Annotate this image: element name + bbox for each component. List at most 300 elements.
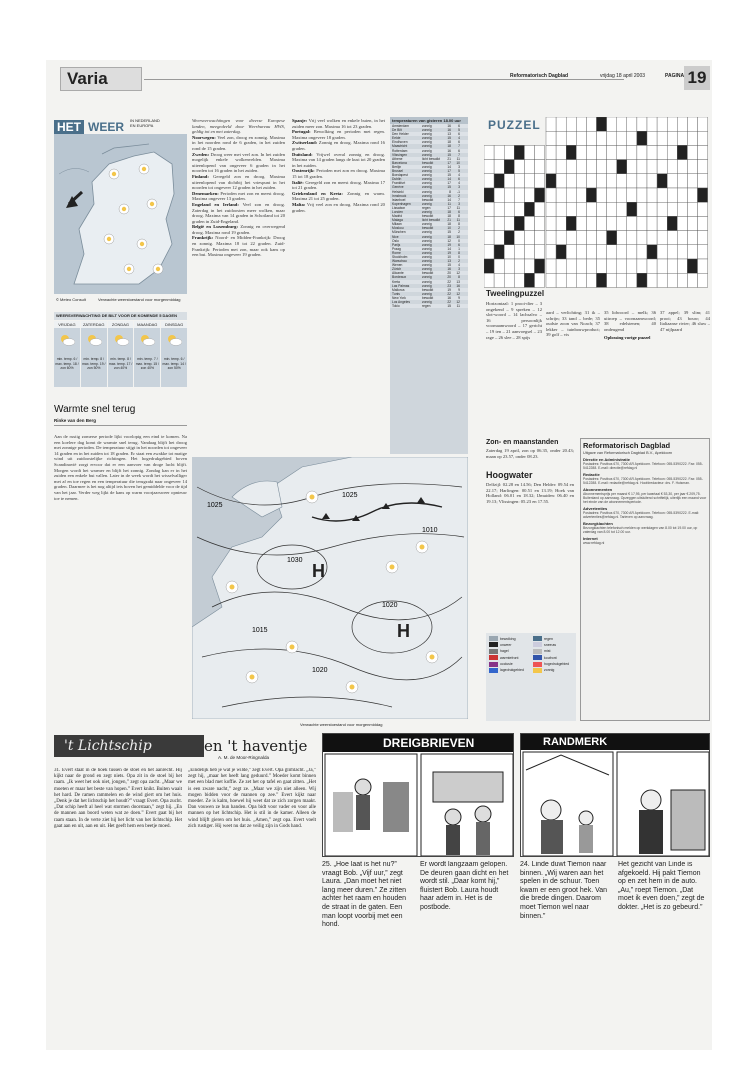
crossword-cell[interactable] [667, 231, 677, 245]
crossword-cell[interactable] [617, 117, 627, 131]
crossword-cell[interactable] [597, 145, 607, 159]
crossword-cell[interactable] [607, 160, 617, 174]
crossword-cell[interactable] [667, 216, 677, 230]
crossword-cell[interactable] [566, 216, 576, 230]
crossword-cell[interactable] [597, 131, 607, 145]
crossword-cell[interactable] [597, 231, 607, 245]
country-text: Veel zon en droog. Zaterdag in het zuidoosten meer wolken, maar droog. Maxima van 14 graden in Schotland tot 20 graden in Zuid-Engeland. [192, 201, 285, 224]
crossword-cell[interactable] [576, 273, 586, 287]
crossword-cell[interactable] [637, 131, 647, 145]
crossword-cell[interactable] [617, 131, 627, 145]
crossword-cell[interactable] [535, 259, 545, 273]
crossword-cell[interactable] [667, 202, 677, 216]
europe-forecast-col-1 [192, 118, 285, 448]
table-cell: New York [392, 295, 406, 300]
crossword-cell[interactable] [657, 145, 667, 159]
crossword-cell[interactable] [484, 216, 494, 230]
crossword-cell[interactable] [637, 216, 647, 230]
crossword-cell[interactable] [566, 160, 576, 174]
crossword-cell[interactable] [698, 216, 708, 230]
crossword-cell[interactable] [687, 231, 697, 245]
crossword-cell[interactable] [546, 216, 556, 230]
table-cell: 4 [458, 263, 460, 268]
crossword-cell[interactable] [667, 188, 677, 202]
crossword-cell[interactable] [514, 145, 524, 159]
crossword-cell[interactable] [597, 245, 607, 259]
crossword-cell[interactable] [677, 259, 687, 273]
crossword-cell[interactable] [524, 202, 534, 216]
crossword-cell[interactable] [687, 202, 697, 216]
crossword-cell[interactable] [627, 188, 637, 202]
crossword-cell[interactable] [657, 160, 667, 174]
crossword-cell[interactable] [546, 259, 556, 273]
crossword-cell[interactable] [514, 160, 524, 174]
crossword-cell[interactable] [566, 245, 576, 259]
table-cell: 9 [458, 295, 460, 300]
crossword-cell[interactable] [566, 188, 576, 202]
crossword-cell[interactable] [617, 202, 627, 216]
crossword-cell[interactable] [647, 174, 657, 188]
table-cell: Wenen [392, 263, 403, 268]
crossword-cell[interactable] [535, 216, 545, 230]
crossword-cell[interactable] [698, 231, 708, 245]
crossword-cell[interactable] [514, 174, 524, 188]
crossword-cell[interactable] [607, 273, 617, 287]
crossword-cell[interactable] [484, 202, 494, 216]
isobar-label: 1025 [207, 502, 223, 509]
crossword-cell[interactable] [586, 174, 596, 188]
crossword-cell[interactable] [627, 174, 637, 188]
crossword-cell[interactable] [535, 202, 545, 216]
table-cell: Parijs [392, 242, 401, 247]
crossword-cell[interactable] [627, 160, 637, 174]
crossword-cell[interactable] [637, 273, 647, 287]
crossword-cell[interactable] [677, 245, 687, 259]
crossword-cell[interactable] [677, 231, 687, 245]
crossword-cell[interactable] [576, 245, 586, 259]
crossword-cell[interactable] [514, 245, 524, 259]
crossword-cell[interactable] [484, 231, 494, 245]
crossword-cell[interactable] [627, 131, 637, 145]
crossword-cell[interactable] [698, 174, 708, 188]
table-cell: 15 [447, 152, 451, 157]
table-cell: 7 [458, 197, 460, 202]
colophon-section-head: Advertenties [583, 506, 608, 512]
crossword-cell[interactable] [667, 174, 677, 188]
crossword-cell[interactable] [627, 245, 637, 259]
crossword-cell[interactable] [607, 216, 617, 230]
crossword-cell[interactable] [687, 131, 697, 145]
crossword-cell[interactable] [637, 117, 647, 131]
crossword-cell[interactable] [637, 245, 647, 259]
crossword-cell[interactable] [637, 160, 647, 174]
crossword-cell[interactable] [524, 231, 534, 245]
crossword-cell[interactable] [535, 188, 545, 202]
crossword-cell[interactable] [607, 188, 617, 202]
crossword-cell[interactable] [524, 216, 534, 230]
crossword-cell[interactable] [657, 131, 667, 145]
table-cell: 18 [447, 222, 451, 227]
crossword-cell[interactable] [667, 131, 677, 145]
table-cell: 6 [458, 177, 460, 182]
crossword-cell[interactable] [607, 202, 617, 216]
crossword-cell[interactable] [576, 117, 586, 131]
crossword-cell[interactable] [514, 188, 524, 202]
table-cell: zonnig [422, 173, 432, 178]
crossword-cell[interactable] [627, 231, 637, 245]
crossword-cell[interactable] [566, 145, 576, 159]
crossword-cell[interactable] [637, 231, 647, 245]
crossword-cell[interactable] [677, 174, 687, 188]
crossword-cell[interactable] [667, 160, 677, 174]
crossword-cell[interactable] [546, 188, 556, 202]
crossword-cell[interactable] [524, 273, 534, 287]
crossword-cell[interactable] [637, 188, 647, 202]
crossword-cell[interactable] [607, 259, 617, 273]
legend-symbol-icon [533, 642, 542, 647]
table-cell: 4 [458, 181, 460, 186]
crossword-cell[interactable] [647, 273, 657, 287]
forecast-day-name: ZATERDAG [81, 321, 107, 328]
crossword-cell[interactable] [617, 160, 627, 174]
crossword-cell[interactable] [546, 231, 556, 245]
crossword-cell[interactable] [494, 259, 504, 273]
crossword-cell[interactable] [586, 145, 596, 159]
crossword-cell[interactable] [698, 145, 708, 159]
table-cell: 3 [458, 201, 460, 206]
crossword-cell[interactable] [494, 160, 504, 174]
crossword-cell[interactable] [687, 160, 697, 174]
crossword-cell[interactable] [698, 188, 708, 202]
crossword-cell[interactable] [677, 202, 687, 216]
crossword-cell[interactable] [677, 216, 687, 230]
crossword-cell[interactable] [617, 145, 627, 159]
crossword-cell[interactable] [647, 202, 657, 216]
crossword-cell[interactable] [576, 131, 586, 145]
table-cell: Helsinki [392, 189, 404, 194]
crossword-cell[interactable] [556, 202, 566, 216]
crossword-cell[interactable] [597, 160, 607, 174]
crossword-cell[interactable] [617, 245, 627, 259]
crossword-cell[interactable] [514, 273, 524, 287]
crossword-cell[interactable] [647, 160, 657, 174]
crossword-cell[interactable] [617, 188, 627, 202]
crossword-cell[interactable] [657, 245, 667, 259]
crossword-cell[interactable] [566, 273, 576, 287]
crossword-cell[interactable] [586, 259, 596, 273]
legend-item [489, 662, 529, 667]
crossword-cell[interactable] [677, 188, 687, 202]
crossword-cell[interactable] [494, 216, 504, 230]
crossword-cell[interactable] [576, 216, 586, 230]
crossword-cell[interactable] [687, 117, 697, 131]
crossword-cell[interactable] [504, 160, 514, 174]
crossword-cell[interactable] [687, 145, 697, 159]
crossword-cell[interactable] [556, 216, 566, 230]
table-cell: 10 [447, 255, 451, 259]
crossword-cell[interactable] [546, 273, 556, 287]
crossword-cell[interactable] [504, 259, 514, 273]
crossword-cell[interactable] [698, 245, 708, 259]
legend-symbol-icon [489, 642, 498, 647]
crossword-cell[interactable] [647, 216, 657, 230]
crossword-cell[interactable] [597, 188, 607, 202]
crossword-cell[interactable] [504, 231, 514, 245]
crossword-cell[interactable] [524, 259, 534, 273]
page-label: PAGINA [665, 73, 685, 79]
crossword-cell[interactable] [586, 273, 596, 287]
crossword-cell[interactable] [637, 145, 647, 159]
crossword-cell[interactable] [556, 259, 566, 273]
crossword-cell[interactable] [484, 160, 494, 174]
crossword-cell[interactable] [576, 188, 586, 202]
crossword-cell[interactable] [546, 145, 556, 159]
crossword-cell[interactable] [566, 174, 576, 188]
table-cell: 2 [458, 226, 460, 231]
crossword-cell[interactable] [524, 188, 534, 202]
crossword-cell[interactable] [494, 188, 504, 202]
crossword-cell[interactable] [627, 273, 637, 287]
crossword-cell[interactable] [514, 231, 524, 245]
crossword-cell[interactable] [556, 117, 566, 131]
crossword-cell[interactable] [687, 245, 697, 259]
crossword-cell[interactable] [566, 202, 576, 216]
crossword-cell[interactable] [524, 174, 534, 188]
table-cell: 6 [458, 140, 460, 145]
crossword-cell[interactable] [586, 188, 596, 202]
crossword-cell[interactable] [698, 273, 708, 287]
crossword-cell[interactable] [535, 174, 545, 188]
crossword-cell[interactable] [576, 160, 586, 174]
crossword-cell[interactable] [657, 273, 667, 287]
crossword-cell[interactable] [535, 160, 545, 174]
crossword-cell[interactable] [677, 131, 687, 145]
crossword-cell[interactable] [535, 273, 545, 287]
comic-text-2: Er wordt langzaam gelopen. De deuren gaan dicht en het wordt stil. „Daar komt hij,” fluistert Bob. Laura houdt haar adem in. Het is de postbode. [420, 861, 509, 911]
crossword-cell[interactable] [586, 231, 596, 245]
crossword-cell[interactable] [677, 145, 687, 159]
crossword-cell[interactable] [657, 231, 667, 245]
table-cell: bewolkt [422, 295, 434, 300]
crossword-grid-1[interactable] [484, 117, 709, 288]
table-cell: Frankfurt [392, 181, 406, 186]
crossword-cell[interactable] [657, 202, 667, 216]
crossword-cell[interactable] [504, 174, 514, 188]
crossword-cell[interactable] [484, 273, 494, 287]
crossword-cell[interactable] [514, 259, 524, 273]
crossword-cell[interactable] [535, 231, 545, 245]
crossword-cell[interactable] [566, 259, 576, 273]
crossword-cell[interactable] [494, 202, 504, 216]
crossword-cell[interactable] [698, 259, 708, 273]
crossword-cell[interactable] [698, 202, 708, 216]
crossword-cell[interactable] [637, 202, 647, 216]
table-cell: Boedapest [392, 173, 408, 178]
crossword-cell[interactable] [535, 145, 545, 159]
crossword-cell[interactable] [687, 188, 697, 202]
table-cell: 13 [447, 259, 451, 264]
crossword-cell[interactable] [566, 131, 576, 145]
crossword-cell[interactable] [617, 216, 627, 230]
crossword-cell[interactable] [647, 245, 657, 259]
crossword-cell[interactable] [586, 117, 596, 131]
crossword-cell[interactable] [667, 259, 677, 273]
crossword-cell[interactable] [647, 259, 657, 273]
crossword-cell[interactable] [524, 145, 534, 159]
crossword-cell[interactable] [647, 145, 657, 159]
crossword-cell[interactable] [607, 117, 617, 131]
crossword-cell[interactable] [657, 117, 667, 131]
crossword-cell[interactable] [677, 273, 687, 287]
crossword-cell[interactable] [546, 160, 556, 174]
crossword-cell[interactable] [667, 245, 677, 259]
crossword-cell[interactable] [524, 245, 534, 259]
crossword-cell[interactable] [607, 131, 617, 145]
crossword-cell[interactable] [546, 202, 556, 216]
forecast-day-name: VRIJDAG [54, 321, 80, 328]
crossword-cell[interactable] [504, 273, 514, 287]
crossword-cell[interactable] [535, 245, 545, 259]
crossword-cell[interactable] [556, 231, 566, 245]
crossword-cell[interactable] [484, 259, 494, 273]
table-cell: Oslo [392, 238, 399, 243]
crossword-cell[interactable] [576, 231, 586, 245]
crossword-cell[interactable] [484, 188, 494, 202]
crossword-cell[interactable] [617, 273, 627, 287]
crossword-cell[interactable] [576, 145, 586, 159]
crossword-cell[interactable] [556, 245, 566, 259]
legend-label: regen [544, 636, 553, 641]
crossword-cell[interactable] [698, 117, 708, 131]
crossword-cell[interactable] [484, 245, 494, 259]
crossword-cell[interactable] [514, 216, 524, 230]
crossword-cell[interactable] [687, 216, 697, 230]
crossword-cell[interactable] [597, 259, 607, 273]
crossword-cell[interactable] [698, 160, 708, 174]
crossword-cell[interactable] [627, 117, 637, 131]
crossword-cell[interactable] [504, 216, 514, 230]
crossword-cell[interactable] [627, 259, 637, 273]
crossword-cell[interactable] [546, 131, 556, 145]
crossword-cell[interactable] [576, 174, 586, 188]
forecast-day-text: min. temp. 6 / max. temp. 14 / zon 50% [162, 357, 186, 371]
crossword-cell[interactable] [504, 202, 514, 216]
crossword-cell[interactable] [657, 174, 667, 188]
crossword-cell[interactable] [586, 202, 596, 216]
table-cell: 14 [447, 164, 451, 169]
crossword-cell[interactable] [576, 259, 586, 273]
crossword-cell[interactable] [566, 117, 576, 131]
crossword-cell[interactable] [586, 245, 596, 259]
crossword-cell[interactable] [494, 231, 504, 245]
crossword-cell[interactable] [546, 117, 556, 131]
crossword-cell[interactable] [504, 145, 514, 159]
table-cell: 12 [456, 291, 460, 296]
crossword-cell[interactable] [566, 231, 576, 245]
crossword-cell[interactable] [607, 245, 617, 259]
crossword-cell[interactable] [504, 188, 514, 202]
crossword-cell[interactable] [657, 216, 667, 230]
crossword-cell[interactable] [556, 273, 566, 287]
crossword-cell[interactable] [514, 202, 524, 216]
crossword-cell[interactable] [607, 145, 617, 159]
crossword-cell[interactable] [546, 174, 556, 188]
table-cell: 4 [458, 136, 460, 141]
crossword-cell[interactable] [687, 259, 697, 273]
crossword-cell[interactable] [667, 145, 677, 159]
crossword-cell[interactable] [597, 273, 607, 287]
crossword-cell[interactable] [687, 174, 697, 188]
crossword-cell[interactable] [494, 174, 504, 188]
table-cell: zonnig [422, 148, 432, 153]
country-name: Malta: [292, 201, 306, 207]
crossword-cell[interactable] [667, 273, 677, 287]
table-cell: Los Angeles [392, 300, 410, 305]
crossword-cell[interactable] [607, 174, 617, 188]
crossword-cell[interactable] [556, 145, 566, 159]
crossword-cell[interactable] [627, 145, 637, 159]
crossword-cell[interactable] [597, 202, 607, 216]
crossword-cell[interactable] [597, 174, 607, 188]
crossword-cell[interactable] [617, 231, 627, 245]
crossword-cell[interactable] [677, 117, 687, 131]
crossword-cell[interactable] [546, 245, 556, 259]
legend-item [489, 636, 529, 641]
crossword-cell[interactable] [627, 216, 637, 230]
crossword-cell[interactable] [597, 216, 607, 230]
crossword-cell[interactable] [687, 273, 697, 287]
crossword-cell[interactable] [647, 117, 657, 131]
crossword-cell[interactable] [586, 131, 596, 145]
crossword-cell[interactable] [607, 231, 617, 245]
crossword-cell[interactable] [576, 202, 586, 216]
puzzle-clues-3-text: 35 lidwoord – melk; 36 uitroep – voornaamwoord; 38 edelstenen; 40 ondeugend [604, 310, 656, 332]
crossword-cell[interactable] [677, 160, 687, 174]
crossword-cell[interactable] [597, 117, 607, 131]
crossword-cell[interactable] [617, 259, 627, 273]
country-text: Perioden met zon en meest droog. Maxima ongeveer 13 graden. [192, 190, 285, 202]
crossword-cell[interactable] [647, 131, 657, 145]
crossword-cell[interactable] [556, 160, 566, 174]
crossword-cell[interactable] [484, 174, 494, 188]
crossword-cell[interactable] [698, 131, 708, 145]
crossword-cell[interactable] [617, 174, 627, 188]
crossword-cell[interactable] [556, 188, 566, 202]
crossword-cell[interactable] [494, 245, 504, 259]
crossword-cell[interactable] [484, 145, 494, 159]
crossword-cell[interactable] [657, 188, 667, 202]
crossword-cell[interactable] [556, 131, 566, 145]
crossword-cell[interactable] [627, 202, 637, 216]
crossword-cell[interactable] [586, 216, 596, 230]
crossword-cell[interactable] [637, 259, 647, 273]
crossword-cell[interactable] [637, 174, 647, 188]
crossword-cell[interactable] [494, 273, 504, 287]
crossword-cell[interactable] [657, 259, 667, 273]
crossword-cell[interactable] [556, 174, 566, 188]
crossword-cell[interactable] [586, 160, 596, 174]
table-cell: 11 [456, 218, 460, 223]
crossword-cell[interactable] [524, 160, 534, 174]
crossword-cell[interactable] [494, 145, 504, 159]
crossword-cell[interactable] [647, 231, 657, 245]
colophon-section-text: Postadres: Postbus 670, 7300 AR Apeldoorn. Telefoon: 055-5390222. Fax: 055-5412288. E-mail: redactie@refdag.nl. Hoofdredacteur: drs. F. Huisman. [583, 477, 703, 486]
table-cell: licht bewolkt [422, 218, 440, 223]
crossword-cell[interactable] [667, 117, 677, 131]
crossword-cell[interactable] [504, 245, 514, 259]
table-cell: 0 [458, 255, 460, 259]
crossword-cell[interactable] [647, 188, 657, 202]
